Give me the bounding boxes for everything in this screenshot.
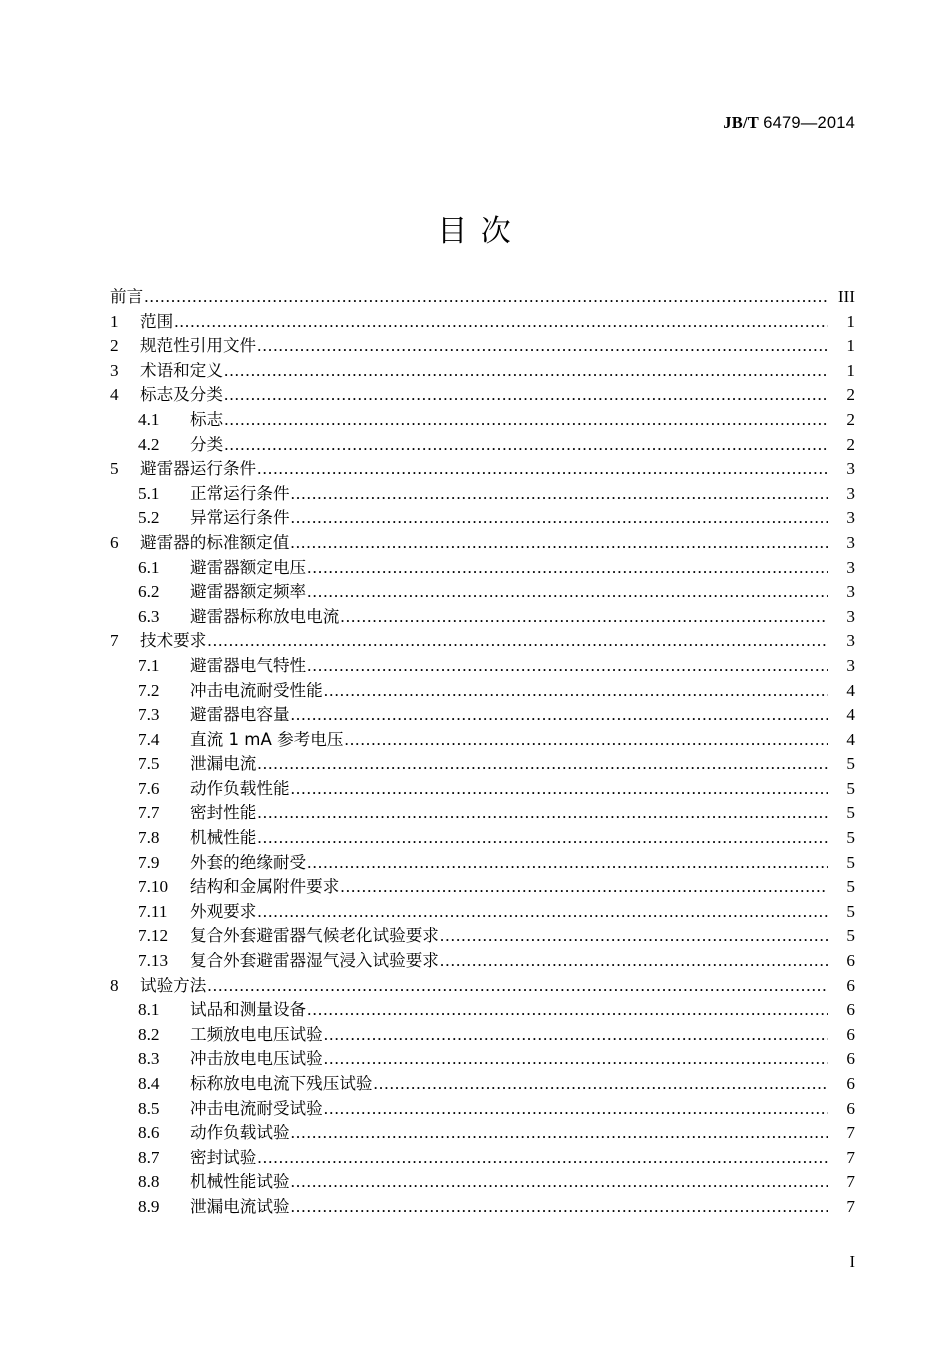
toc-leader-dots [324, 1026, 828, 1043]
toc-leader-dots [324, 1100, 828, 1117]
toc-entry-text: 动作负载试验 [190, 1124, 290, 1143]
toc-entry-text: 机械性能试验 [190, 1173, 290, 1192]
toc-entry-label [138, 1124, 290, 1142]
toc-entry-label [138, 952, 439, 970]
toc-entry-text: 避雷器额定频率 [190, 583, 307, 602]
toc-leader-dots [307, 559, 828, 576]
toc-entry-page-number: 2 [846, 435, 855, 454]
toc-entry-page-number: 3 [846, 607, 855, 626]
toc-entry-number: 4.1 [138, 410, 160, 429]
toc-entry-text: 外套的绝缘耐受 [190, 853, 307, 872]
toc-entry-text: 标称放电电流下残压试验 [190, 1075, 373, 1093]
toc-entry-number: 3 [110, 361, 119, 380]
toc-entry-page-number: 1 [846, 312, 855, 331]
toc-entry-text: 标志 [190, 410, 224, 429]
toc-entry-text: 正常运行条件 [190, 484, 290, 503]
toc-entry-text: 冲击电流耐受试验 [190, 1099, 323, 1118]
toc-entry[interactable] [110, 731, 855, 756]
toc-entry-text: 分类 [190, 435, 224, 454]
toc-leader-dots [324, 682, 828, 699]
toc-entry-label [138, 731, 343, 749]
toc-leader-dots [257, 804, 828, 821]
toc-leader-dots [440, 927, 828, 944]
toc-leader-dots [257, 903, 828, 920]
toc-entry-label [138, 804, 256, 822]
toc-leader-dots [291, 1124, 828, 1141]
toc-leader-dots [291, 509, 828, 526]
toc-entry-text: 复合外套避雷器气候老化试验要求 [190, 927, 439, 946]
toc-entry-page-number: 5 [846, 829, 855, 848]
toc-entry-page-number: 5 [846, 853, 855, 872]
toc-entry-label [110, 977, 206, 995]
toc-entry-text: 直流 1 mA 参考电压 [190, 730, 344, 749]
toc-leader-dots [224, 362, 828, 379]
toc-entry-text: 密封试验 [190, 1148, 257, 1167]
toc-entry-number: 7.10 [138, 878, 169, 897]
toc-entry-number: 7.5 [138, 755, 160, 774]
toc-entry-text: 动作负载性能 [190, 779, 290, 798]
toc-entry-text: 工频放电电压试验 [190, 1025, 323, 1044]
page-footer-number: I [849, 1252, 855, 1271]
toc-entry-text: 避雷器电气特性 [190, 656, 307, 675]
toc-entry-page-number: 4 [846, 730, 855, 749]
toc-entry-number: 7.13 [138, 952, 169, 971]
toc-entry[interactable] [110, 559, 855, 584]
toc-entry-page-number: 5 [846, 927, 855, 946]
toc-entry-page-number: 6 [846, 1050, 855, 1069]
toc-entry[interactable] [110, 755, 855, 780]
toc-entry-label [138, 927, 439, 945]
toc-entry[interactable] [110, 927, 855, 952]
toc-entry-label [138, 854, 306, 872]
toc-entry-page-number: 6 [846, 952, 855, 971]
toc-leader-dots [290, 534, 828, 551]
toc-entry-label [138, 1026, 323, 1044]
page-title: 目 次 [437, 214, 513, 249]
toc-entry-label [138, 1075, 373, 1093]
toc-entry[interactable] [110, 1026, 855, 1051]
toc-entry[interactable] [110, 977, 855, 1002]
toc-entry-page-number: 3 [846, 656, 855, 675]
toc-entry[interactable] [110, 657, 855, 682]
toc-entry-number: 5.1 [138, 484, 160, 503]
table-of-contents [110, 288, 855, 1223]
toc-leader-dots [340, 608, 828, 625]
toc-entry-number: 7.11 [138, 902, 168, 921]
toc-entry[interactable] [110, 436, 855, 461]
page-header [95, 113, 855, 133]
toc-entry-label [138, 1100, 323, 1118]
toc-entry-text: 试品和测量设备 [190, 1001, 307, 1020]
toc-entry-number: 7.1 [138, 656, 160, 675]
toc-entry-text: 泄漏电流试验 [190, 1197, 290, 1216]
toc-entry-page-number: 7 [846, 1148, 855, 1167]
toc-leader-dots [144, 288, 828, 305]
toc-entry[interactable] [110, 854, 855, 879]
toc-entry-number: 7.7 [138, 804, 160, 823]
toc-entry-label [110, 362, 223, 380]
toc-entry-page-number: 6 [846, 1099, 855, 1118]
toc-entry-text: 冲击电流耐受性能 [190, 681, 323, 700]
toc-entry-label [138, 903, 256, 921]
toc-leader-dots [174, 313, 828, 330]
toc-leader-dots [257, 755, 828, 772]
toc-entry[interactable] [110, 509, 855, 534]
toc-entry-number: 8.3 [138, 1050, 160, 1069]
toc-entry-number: 7.8 [138, 829, 160, 848]
toc-entry-text: 泄漏电流 [190, 755, 257, 774]
standard-number-rest: 6479—2014 [763, 114, 855, 132]
toc-entry-page-number: 6 [846, 1075, 855, 1093]
toc-leader-dots [307, 1001, 828, 1018]
toc-entry-page-number: 3 [846, 460, 855, 479]
toc-entry-text: 避雷器额定电压 [190, 558, 307, 577]
toc-entry-label [138, 485, 290, 503]
toc-entry[interactable] [110, 706, 855, 731]
toc-entry[interactable] [110, 362, 855, 387]
toc-entry-page-number: 5 [846, 804, 855, 823]
toc-entry-text: 试验方法 [140, 976, 207, 995]
toc-entry[interactable] [110, 1100, 855, 1125]
toc-entry-number: 7.2 [138, 681, 160, 700]
toc-entry[interactable] [110, 1149, 855, 1174]
toc-entry[interactable] [110, 411, 855, 436]
toc-entry-page-number: 3 [846, 632, 855, 651]
toc-entry-page-number: 7 [846, 1197, 855, 1216]
toc-entry[interactable] [110, 1173, 855, 1198]
toc-leader-dots [224, 436, 828, 453]
toc-entry[interactable] [110, 460, 855, 485]
toc-entry-label [138, 755, 256, 773]
toc-entry[interactable] [110, 780, 855, 805]
toc-entry-label [138, 559, 306, 577]
toc-entry-page-number: 2 [846, 386, 855, 405]
toc-entry-page-number: 5 [846, 878, 855, 897]
toc-leader-dots [257, 1149, 828, 1166]
toc-entry[interactable] [110, 682, 855, 707]
toc-entry-text: 规范性引用文件 [140, 337, 257, 356]
toc-entry-label [138, 1050, 323, 1068]
toc-entry-number: 7.12 [138, 927, 169, 946]
toc-leader-dots [340, 878, 828, 895]
toc-entry-number: 2 [110, 337, 119, 356]
toc-entry-text: 避雷器标称放电电流 [190, 607, 340, 626]
toc-entry-number: 6.1 [138, 558, 160, 577]
toc-entry-page-number: 4 [846, 706, 855, 725]
toc-entry-label [138, 1001, 306, 1019]
toc-entry-label [138, 1173, 290, 1191]
toc-entry-page-number: 7 [846, 1173, 855, 1192]
toc-leader-dots [344, 731, 828, 748]
toc-entry-number: 6.2 [138, 583, 160, 602]
toc-entry[interactable] [110, 288, 855, 313]
toc-entry-number: 8.6 [138, 1124, 160, 1143]
toc-entry-text: 前言 [110, 288, 144, 306]
toc-entry-number: 7 [110, 632, 119, 651]
toc-entry-text: 冲击放电电压试验 [190, 1050, 323, 1069]
toc-entry-label [110, 386, 223, 404]
toc-entry-page-number: 1 [846, 337, 855, 356]
toc-entry-label [138, 1149, 256, 1167]
toc-entry-page-number: 3 [846, 533, 855, 552]
toc-entry-label [138, 829, 256, 847]
toc-entry[interactable] [110, 903, 855, 928]
toc-entry-text: 避雷器的标准额定值 [140, 533, 290, 552]
toc-entry-label [138, 411, 223, 429]
toc-entry-text: 密封性能 [190, 804, 257, 823]
toc-entry-text: 外观要求 [190, 902, 257, 921]
toc-entry[interactable] [110, 1198, 855, 1223]
toc-entry-number: 7.3 [138, 706, 160, 725]
toc-entry[interactable] [110, 1124, 855, 1149]
toc-entry-label [138, 1198, 290, 1216]
toc-entry-number: 8.2 [138, 1025, 160, 1044]
toc-entry[interactable] [110, 1001, 855, 1026]
toc-leader-dots [291, 485, 828, 502]
toc-entry-page-number: 3 [846, 558, 855, 577]
toc-entry[interactable] [110, 1075, 855, 1100]
toc-entry-page-number: 6 [846, 1001, 855, 1020]
toc-leader-dots [307, 854, 828, 871]
toc-entry-label [110, 313, 173, 331]
toc-entry[interactable] [110, 386, 855, 411]
toc-entry-page-number: III [837, 288, 855, 306]
toc-entry-number: 6 [110, 533, 119, 552]
toc-entry-label [138, 608, 339, 626]
toc-entry-number: 7.6 [138, 779, 160, 798]
toc-entry[interactable] [110, 534, 855, 559]
toc-entry-number: 8.7 [138, 1148, 160, 1167]
toc-entry-number: 7.4 [138, 730, 160, 749]
toc-entry-label [138, 682, 323, 700]
toc-entry-number: 8.4 [138, 1075, 160, 1093]
toc-entry-label [138, 657, 306, 675]
toc-entry-page-number: 6 [846, 976, 855, 995]
toc-entry-text: 异常运行条件 [190, 509, 290, 528]
toc-leader-dots [440, 952, 828, 969]
toc-entry-label [138, 780, 290, 798]
toc-entry-number: 8.1 [138, 1001, 160, 1020]
toc-entry[interactable] [110, 878, 855, 903]
toc-entry-label [110, 632, 206, 650]
toc-entry-number: 8.5 [138, 1099, 160, 1118]
toc-leader-dots [374, 1075, 828, 1092]
toc-entry-page-number: 5 [846, 755, 855, 774]
toc-entry[interactable] [110, 1050, 855, 1075]
toc-leader-dots [307, 657, 828, 674]
toc-entry-label [110, 534, 289, 552]
toc-entry-label [110, 460, 256, 478]
toc-entry[interactable] [110, 952, 855, 977]
toc-entry-label [138, 509, 290, 527]
toc-entry-page-number: 5 [846, 779, 855, 798]
toc-entry[interactable] [110, 829, 855, 854]
toc-entry-page-number: 3 [846, 583, 855, 602]
standard-number-prefix: JB/T [723, 113, 759, 132]
toc-entry-text: 范围 [140, 312, 174, 331]
toc-leader-dots [291, 1173, 828, 1190]
toc-entry-number: 8.9 [138, 1197, 160, 1216]
toc-leader-dots [207, 977, 828, 994]
toc-entry[interactable] [110, 485, 855, 510]
toc-leader-dots [224, 386, 828, 403]
toc-entry[interactable] [110, 583, 855, 608]
toc-leader-dots [291, 1198, 828, 1215]
toc-entry-page-number: 3 [846, 509, 855, 528]
toc-entry-page-number: 6 [846, 1025, 855, 1044]
toc-entry-page-number: 2 [846, 410, 855, 429]
toc-leader-dots [324, 1050, 828, 1067]
toc-entry[interactable] [110, 337, 855, 362]
toc-leader-dots [291, 706, 828, 723]
toc-entry-text: 术语和定义 [140, 361, 223, 380]
toc-entry-number: 1 [110, 312, 119, 331]
toc-entry[interactable] [110, 313, 855, 338]
toc-entry-label [138, 583, 306, 601]
toc-leader-dots [257, 829, 828, 846]
toc-entry-number: 8.8 [138, 1173, 160, 1192]
toc-entry-text: 技术要求 [140, 632, 207, 651]
toc-entry-number: 5 [110, 460, 119, 479]
toc-entry-text: 结构和金属附件要求 [190, 878, 340, 897]
toc-entry-number: 7.9 [138, 853, 160, 872]
toc-entry[interactable] [110, 632, 855, 657]
toc-entry-number: 5.2 [138, 509, 160, 528]
toc-entry-number: 4.2 [138, 435, 160, 454]
toc-entry-label [110, 289, 143, 306]
toc-entry-page-number: 3 [846, 484, 855, 503]
toc-entry-page-number: 1 [846, 361, 855, 380]
toc-leader-dots [257, 337, 828, 354]
toc-leader-dots [291, 780, 828, 797]
toc-entry-text: 复合外套避雷器湿气浸入试验要求 [190, 952, 439, 971]
toc-leader-dots [207, 632, 828, 649]
toc-entry-label [138, 878, 339, 896]
toc-entry-page-number: 7 [846, 1124, 855, 1143]
toc-entry-page-number: 4 [846, 681, 855, 700]
toc-entry-text: 标志及分类 [140, 386, 223, 405]
toc-entry-label [110, 337, 256, 355]
toc-entry-text: 避雷器运行条件 [140, 460, 257, 479]
toc-entry-text: 机械性能 [190, 829, 257, 848]
toc-entry[interactable] [110, 804, 855, 829]
toc-entry-text: 避雷器电容量 [190, 706, 290, 725]
toc-entry-label [138, 706, 290, 724]
toc-entry-number: 6.3 [138, 607, 160, 626]
toc-entry[interactable] [110, 608, 855, 633]
toc-entry-number: 8 [110, 976, 119, 995]
toc-leader-dots [257, 460, 828, 477]
toc-leader-dots [307, 583, 828, 600]
toc-entry-label [138, 436, 223, 454]
toc-leader-dots [224, 411, 828, 428]
toc-entry-page-number: 5 [846, 902, 855, 921]
toc-entry-number: 4 [110, 386, 119, 405]
